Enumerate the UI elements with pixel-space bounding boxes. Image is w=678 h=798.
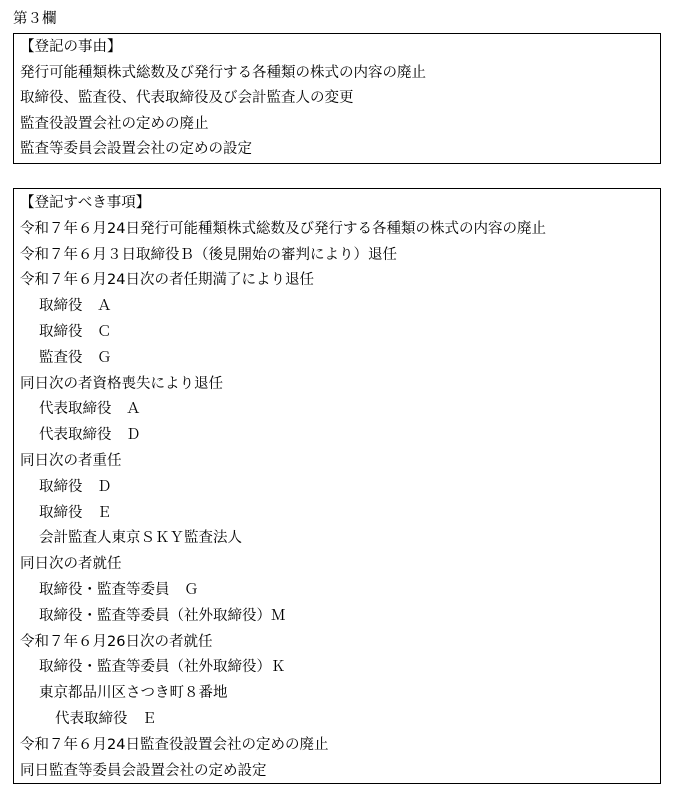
page-title: 第３欄: [13, 11, 57, 27]
items-subline: 取締役 Ａ: [39, 298, 112, 315]
items-heading: 【登記すべき事項】: [20, 195, 151, 211]
items-subline: 代表取締役 Ｄ: [39, 427, 141, 444]
items-line: 令和７年６月24日発行可能種類株式総数及び発行する各種類の株式の内容の廃止: [20, 220, 546, 237]
reason-heading: 【登記の事由】: [20, 39, 122, 55]
items-line: 令和７年６月３日取締役Ｂ（後見開始の審判により）退任: [20, 246, 397, 263]
items-subline: 取締役・監査等委員（社外取締役）Ｋ: [39, 659, 286, 676]
items-line: 同日次の者就任: [20, 556, 122, 573]
reason-line: 監査等委員会設置会社の定めの設定: [20, 141, 252, 158]
reason-line: 監査役設置会社の定めの廃止: [20, 115, 209, 132]
items-subline: 会計監査人東京ＳＫＹ監査法人: [39, 530, 242, 547]
registration-items-box: [13, 188, 661, 784]
items-line: 同日次の者資格喪失により退任: [20, 375, 223, 392]
items-subline: 東京都品川区さつき町８番地: [39, 685, 228, 702]
items-subline: 取締役・監査等委員 Ｇ: [39, 581, 199, 598]
items-subline-nested: 代表取締役 Ｅ: [55, 710, 157, 727]
items-line: 同日次の者重任: [20, 452, 122, 469]
items-subline: 取締役・監査等委員（社外取締役）Ｍ: [39, 607, 286, 624]
items-line: 令和７年６月24日監査役設置会社の定めの廃止: [20, 736, 329, 753]
reason-line: 取締役、監査役、代表取締役及び会計監査人の変更: [20, 90, 354, 107]
items-subline: 代表取締役 Ａ: [39, 401, 141, 418]
reason-line: 発行可能種類株式総数及び発行する各種類の株式の内容の廃止: [20, 64, 426, 81]
registration-reason-box: [13, 33, 661, 164]
items-subline: 監査役 Ｇ: [39, 349, 112, 366]
items-subline: 取締役 Ｃ: [39, 323, 112, 340]
items-line: 令和７年６月26日次の者就任: [20, 633, 213, 650]
items-subline: 取締役 Ｄ: [39, 478, 112, 495]
items-line: 同日監査等委員会設置会社の定め設定: [20, 762, 267, 779]
items-line: 令和７年６月24日次の者任期満了により退任: [20, 272, 314, 289]
items-subline: 取締役 Ｅ: [39, 504, 112, 521]
